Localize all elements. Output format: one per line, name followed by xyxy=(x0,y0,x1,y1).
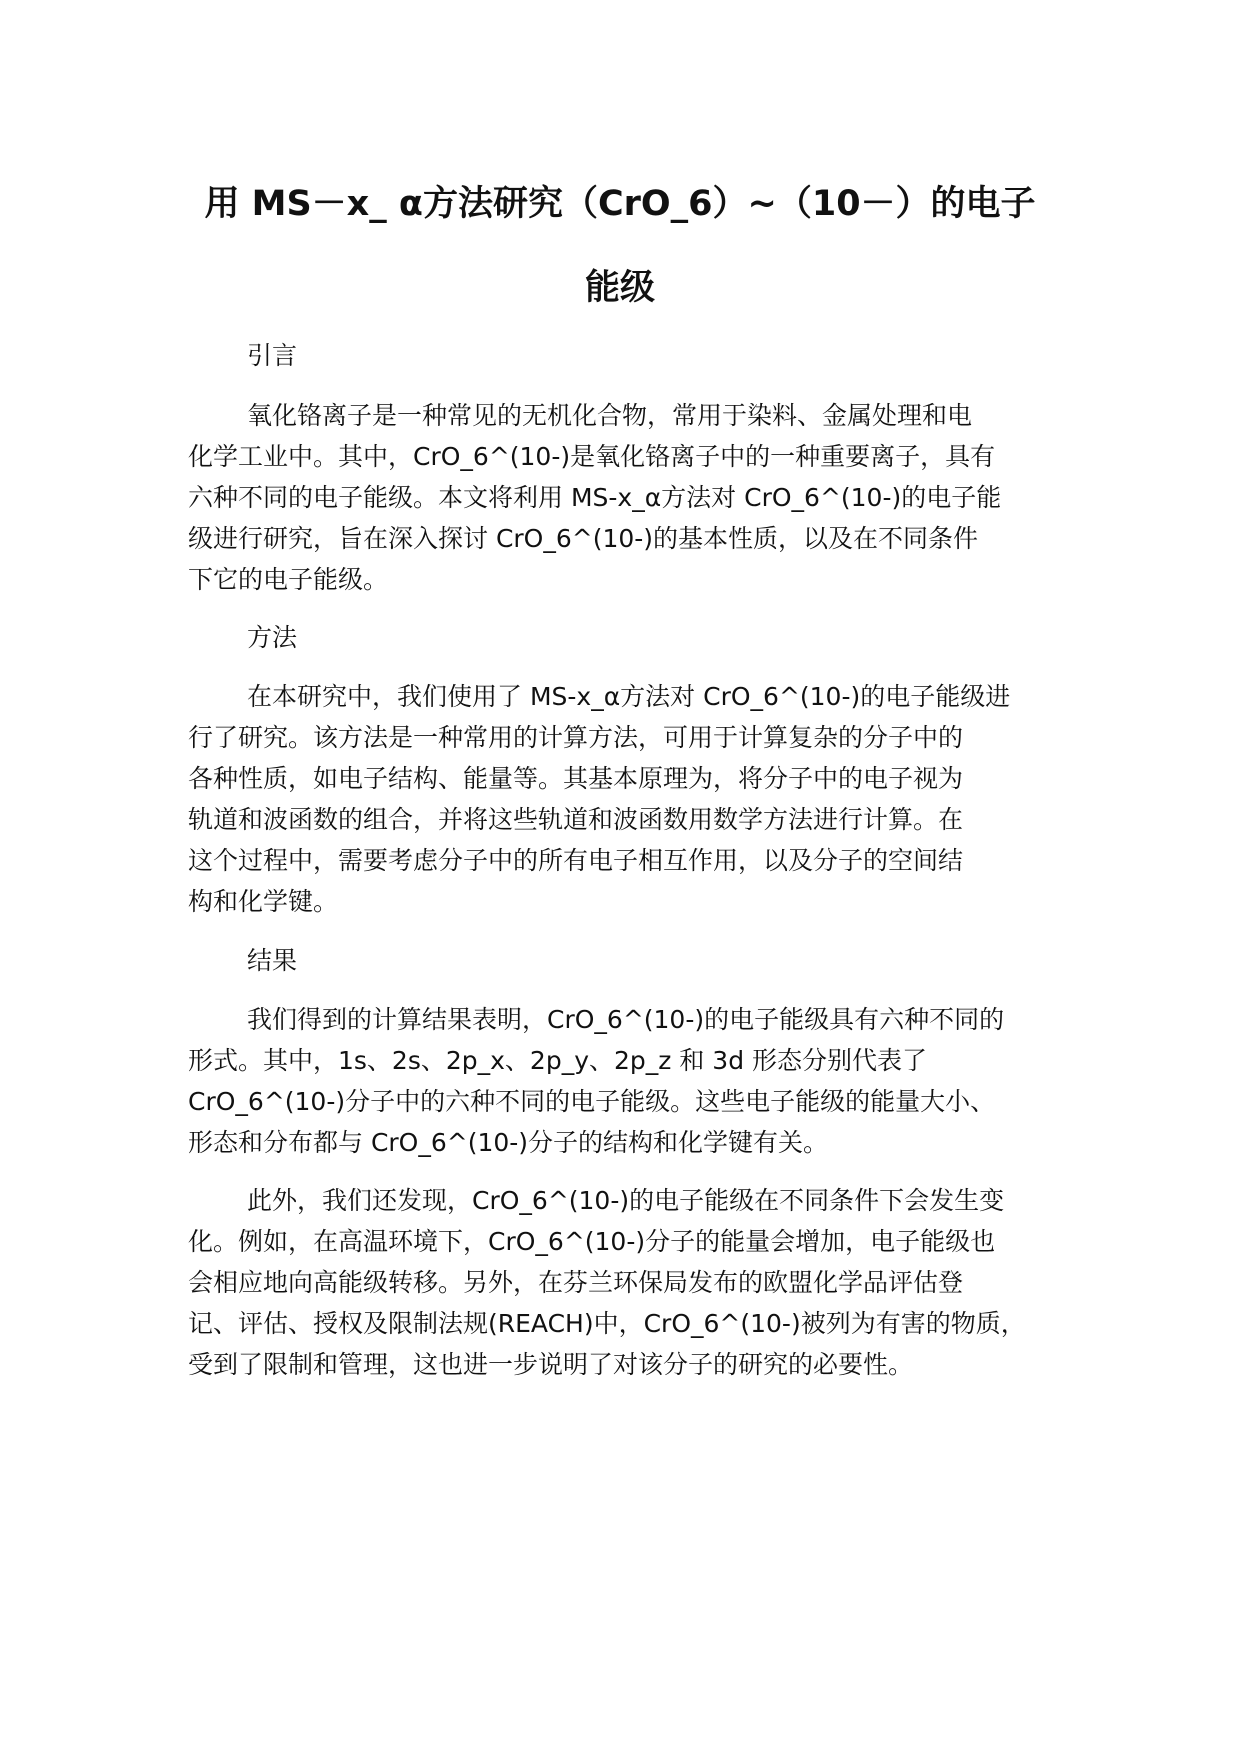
paragraph-line: 受到了限制和管理，这也进一步说明了对该分子的研究的必要性。 xyxy=(188,1350,914,1379)
paragraph-line: 会相应地向高能级转移。另外，在芬兰环保局发布的欧盟化学品评估登 xyxy=(188,1268,964,1297)
paragraph-line: 我们得到的计算结果表明，CrO_6^(10-)的电子能级具有六种不同的 xyxy=(247,1005,1005,1034)
paragraph-line: 形式。其中，1s、2s、2p_x、2p_y、2p_z 和 3d 形态分别代表了 xyxy=(188,1046,928,1075)
paragraph-line: 构和化学键。 xyxy=(188,887,339,916)
section-heading-results: 结果 xyxy=(247,946,298,975)
paragraph-line: 行了研究。该方法是一种常用的计算方法，可用于计算复杂的分子中的 xyxy=(188,723,964,752)
paragraph-line: 在本研究中，我们使用了 MS-x_α方法对 CrO_6^(10-)的电子能级进 xyxy=(247,682,1011,711)
paragraph-line: 级进行研究，旨在深入探讨 CrO_6^(10-)的基本性质，以及在不同条件 xyxy=(188,524,979,553)
paragraph-line: 这个过程中，需要考虑分子中的所有电子相互作用，以及分子的空间结 xyxy=(188,846,964,875)
paragraph-line: 化。例如，在高温环境下，CrO_6^(10-)分子的能量会增加，电子能级也 xyxy=(188,1227,996,1256)
paragraph-line: 此外，我们还发现，CrO_6^(10-)的电子能级在不同条件下会发生变 xyxy=(247,1186,1005,1215)
document-title-line-1: 用 MS－x_ α方法研究（CrO_6）~（10－）的电子 xyxy=(204,184,1036,224)
paragraph-line: 形态和分布都与 CrO_6^(10-)分子的结构和化学键有关。 xyxy=(188,1128,829,1157)
section-heading-method: 方法 xyxy=(247,623,298,652)
paragraph-line: 六种不同的电子能级。本文将利用 MS-x_α方法对 CrO_6^(10-)的电子能 xyxy=(188,483,1002,512)
document-title-line-2: 能级 xyxy=(584,268,655,308)
section-heading-intro: 引言 xyxy=(247,341,298,370)
paragraph-line: 下它的电子能级。 xyxy=(188,565,389,594)
paragraph-line: 轨道和波函数的组合，并将这些轨道和波函数用数学方法进行计算。在 xyxy=(188,805,964,834)
paragraph-line: 化学工业中。其中，CrO_6^(10-)是氧化铬离子中的一种重要离子，具有 xyxy=(188,442,996,471)
paragraph-line: 氧化铬离子是一种常见的无机化合物，常用于染料、金属处理和电 xyxy=(247,401,973,430)
paragraph-line: 各种性质，如电子结构、能量等。其基本原理为，将分子中的电子视为 xyxy=(188,764,964,793)
paragraph-line: CrO_6^(10-)分子中的六种不同的电子能级。这些电子能级的能量大小、 xyxy=(188,1087,996,1116)
paragraph-line: 记、评估、授权及限制法规(REACH)中，CrO_6^(10-)被列为有害的物质， xyxy=(188,1309,1026,1338)
